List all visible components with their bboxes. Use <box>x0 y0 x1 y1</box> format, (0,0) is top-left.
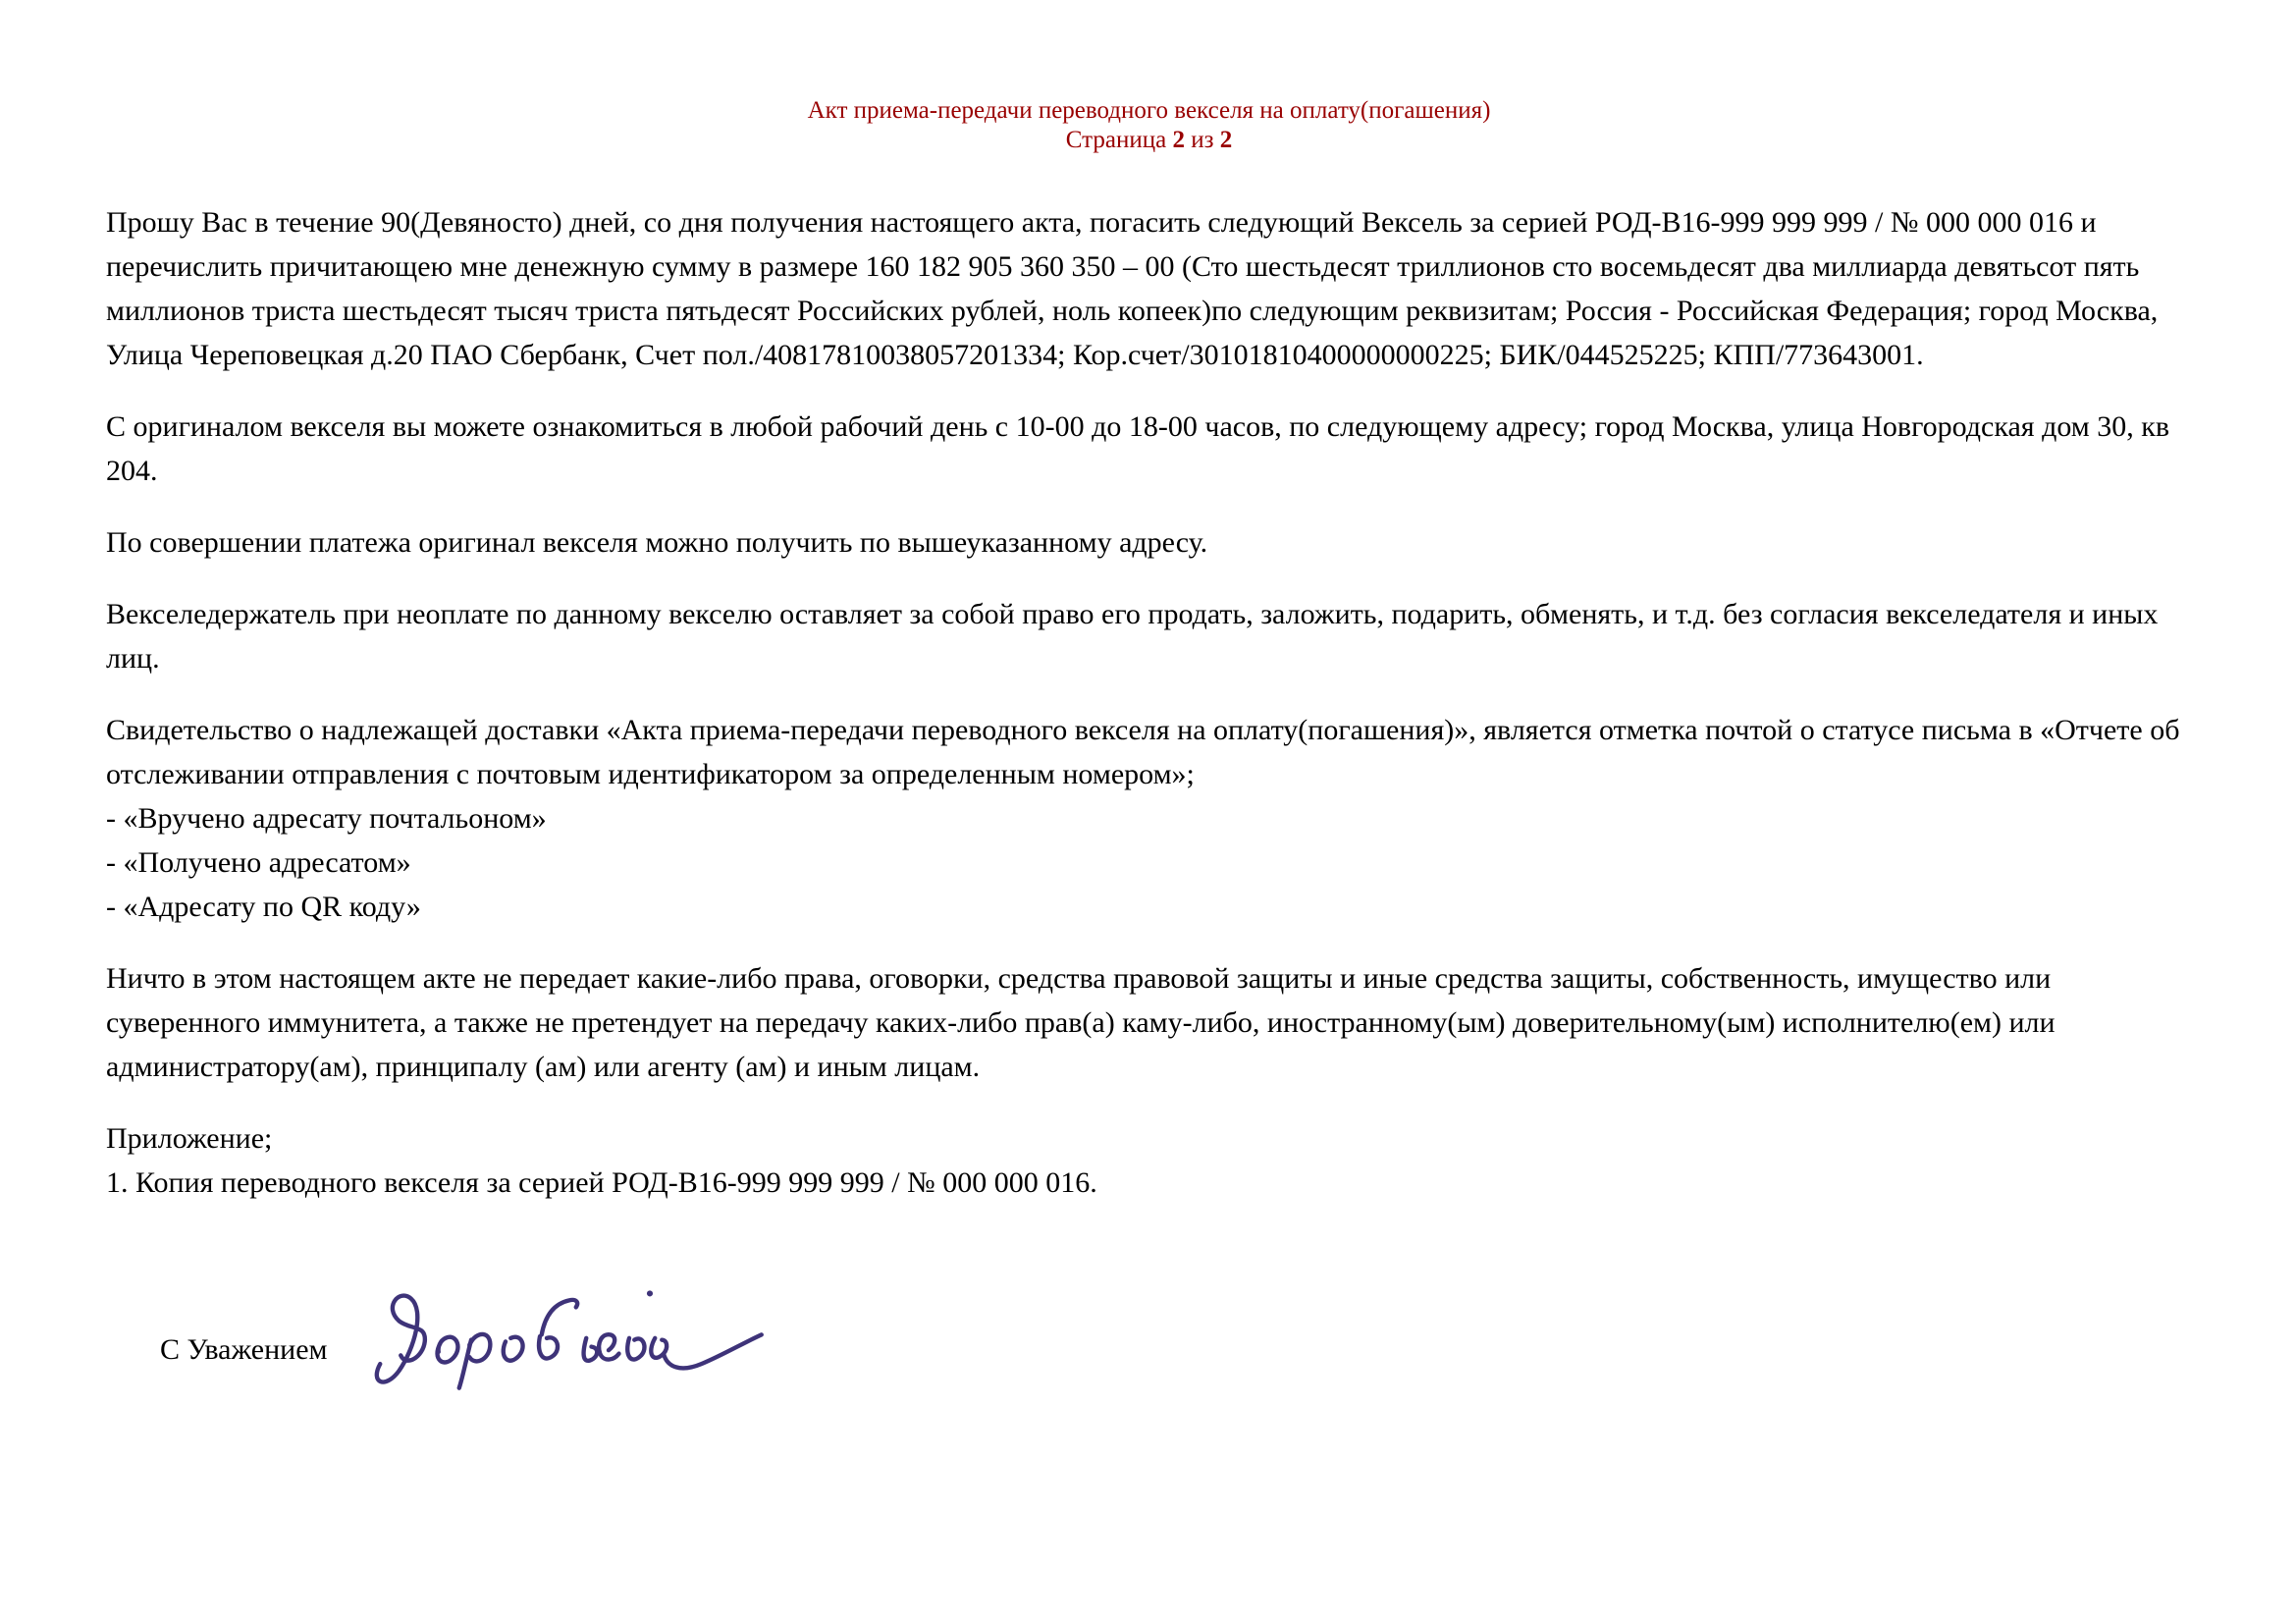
delivery-proof-intro: Свидетельство о надлежащей доставки «Акта приема-передачи переводного векселя на оплату(погашения)», является отметка почтой о статусе письма в «Отчете об отслеживании отправления с почтовым идентификатором за определенным номером»; <box>106 714 2180 790</box>
page-indicator-of: из <box>1191 127 1214 153</box>
attachment-item: 1. Копия переводного векселя за серией РОД-В16-999 999 999 / № 000 000 016. <box>106 1166 1097 1199</box>
paragraph-original-viewing: С оригиналом векселя вы можете ознакомиться в любой рабочий день с 10-00 до 18-00 часов, по следующему адресу; город Москва, улица Новгородская дом 30, кв 204. <box>106 410 2170 487</box>
page-indicator <box>106 126 2192 155</box>
paragraph-attachment <box>106 1116 2192 1205</box>
page-indicator-word: Страница <box>1065 127 1167 153</box>
document-header <box>106 96 2192 155</box>
signature-handwriting-icon <box>361 1273 774 1401</box>
document-body <box>106 200 2192 1401</box>
delivery-status-item-2: - «Получено адресатом» <box>106 846 411 879</box>
delivery-status-item-3: - «Адресату по QR коду» <box>106 891 421 923</box>
signature-label: С Уважением <box>160 1333 328 1366</box>
page-current-number: 2 <box>1172 127 1185 153</box>
paragraph-payment-request: Прошу Вас в течение 90(Девяносто) дней, со дня получения настоящего акта, погасить следующий Вексель за серией РОД-В16-999 999 999 / № 000 000 016 и перечислить причитающею мне денежную сумму в размере 160 182 905 360 350 – 00 (Сто шестьдесят триллионов сто восемьдесят два миллиарда девятьсот пять миллионов триста шестьдесят тысяч триста пятьдесят Российских рублей, ноль копеек)по следующим реквизитам; Россия - Российская Федерация; город Москва, Улица Череповецкая д.20 ПАО Сбербанк, Счет пол./40817810038057201334; Кор.счет/30101810400000000225; БИК/044525225; КПП/773643001. <box>106 206 2159 371</box>
page-total-number: 2 <box>1219 127 1233 153</box>
attachment-title: Приложение; <box>106 1122 273 1155</box>
paragraph-holder-rights: Векселедержатель при неоплате по данному векселю оставляет за собой право его продать, заложить, подарить, обменять, и т.д. без согласия векселедателя и иных лиц. <box>106 598 2159 675</box>
paragraph-no-rights-transfer: Ничто в этом настоящем акте не передает какие-либо права, оговорки, средства правовой защиты и иные средства защиты, собственность, имущество или суверенного иммунитета, а также не претендует на передачу каких-либо прав(а) каму-либо, иностранному(ым) доверительному(ым) исполнителю(ем) или администратору(ам), принципалу (ам) или агенту (ам) и иным лицам. <box>106 962 2056 1083</box>
paragraph-original-pickup: По совершении платежа оригинал векселя можно получить по вышеуказанному адресу. <box>106 526 1208 559</box>
paragraph-delivery-proof <box>106 708 2192 929</box>
delivery-status-item-1: - «Вручено адресату почтальоном» <box>106 802 547 835</box>
signature-block <box>106 1273 2192 1401</box>
document-title: Акт приема-передачи переводного векселя на оплату(погашения) <box>807 97 1491 124</box>
